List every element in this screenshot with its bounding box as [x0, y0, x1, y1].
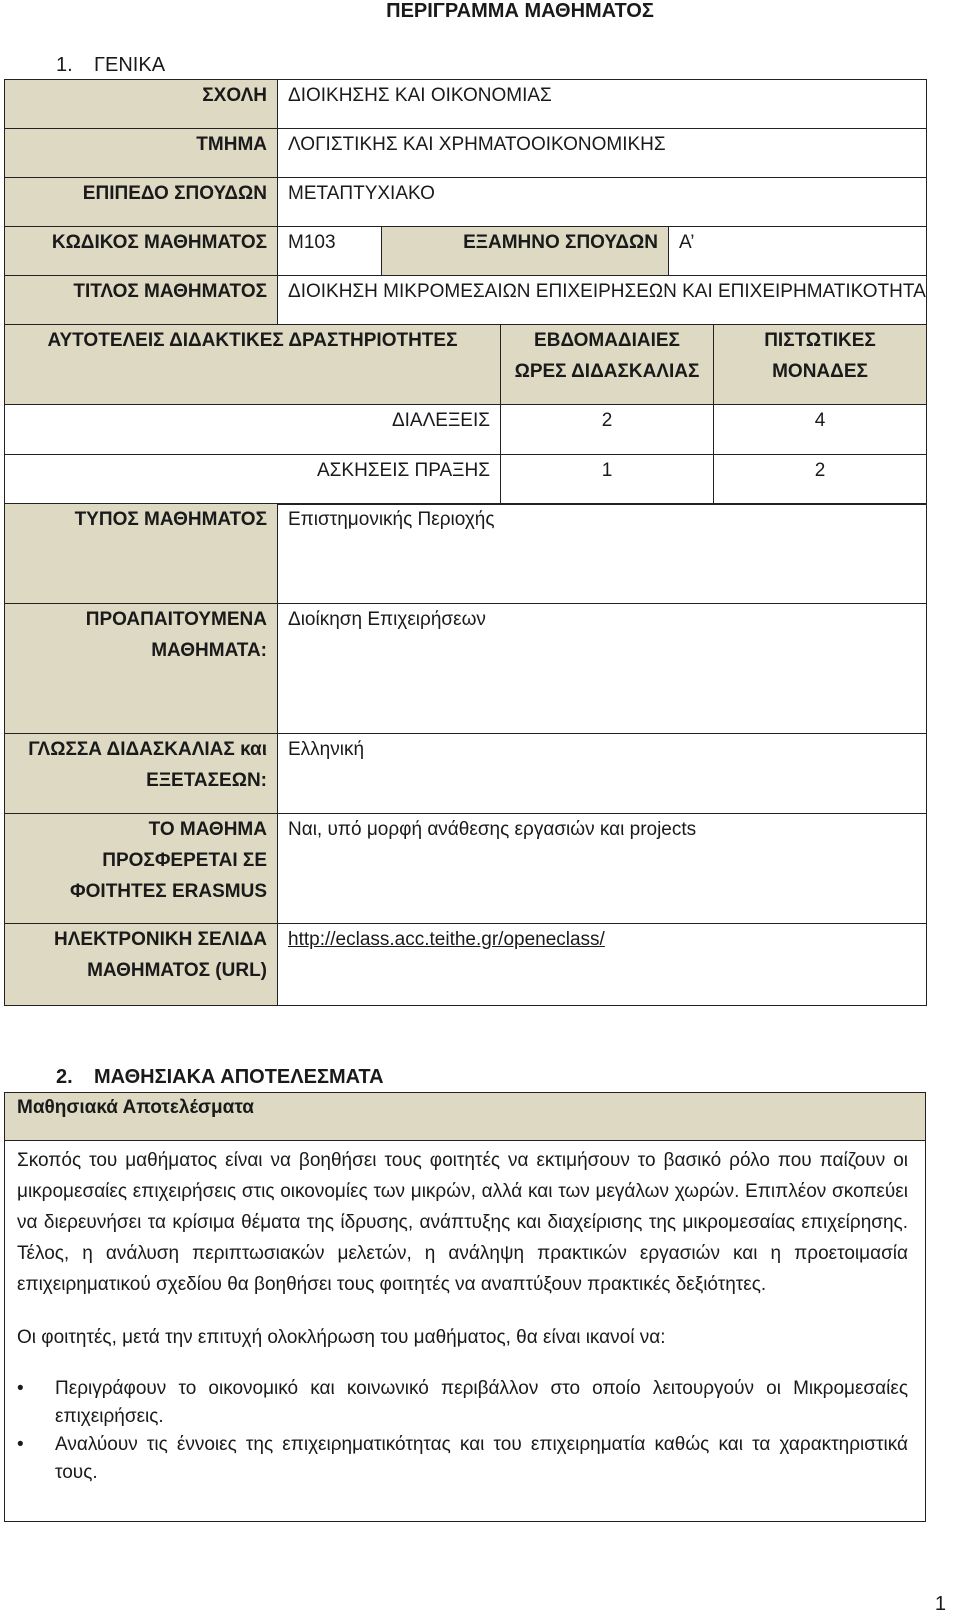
- outcomes-list: [17, 1375, 908, 1487]
- erasmus-value: Ναι, υπό μορφή ανάθεσης εργασιών και projects: [278, 814, 927, 924]
- course-url-label-line-1: ΗΛΕΚΤΡΟΝΙΚΗ ΣΕΛΙΔΑ: [54, 929, 267, 950]
- erasmus-label: [5, 814, 278, 924]
- language-label-line-2: ΕΞΕΤΑΣΕΩΝ:: [146, 770, 267, 791]
- course-title-value: ΔΙΟΙΚΗΣΗ ΜΙΚΡΟΜΕΣΑΙΩΝ ΕΠΙΧΕΙΡΗΣΕΩΝ ΚΑΙ ΕΠΙΧΕΙΡΗΜΑΤΙΚΟΤΗΤΑ: [278, 276, 927, 325]
- section-2-title: ΜΑΘΗΣΙΑΚΑ ΑΠΟΤΕΛΕΣΜΑΤΑ: [94, 1066, 384, 1088]
- erasmus-label-line-2: ΠΡΟΣΦΕΡΕΤΑΙ ΣΕ: [102, 850, 267, 871]
- language-label: [5, 734, 278, 814]
- bullet-icon: •: [17, 1434, 24, 1455]
- list-item-text: Αναλύουν τις έννοιες της επιχειρηματικότητας και του επιχειρηματία καθώς και τα χαρακτηριστικά τους.: [55, 1434, 908, 1483]
- prerequisites-label-line-2: ΜΑΘΗΜΑΤΑ:: [151, 640, 267, 661]
- activity-name: ΑΣΚΗΣΕΙΣ ΠΡΑΞΗΣ: [5, 455, 501, 505]
- erasmus-label-line-1: ΤΟ ΜΑΘΗΜΑ: [148, 819, 267, 840]
- weekly-hours-header-line-2: ΩΡΕΣ ΔΙΔΑΣΚΑΛΙΑΣ: [514, 361, 700, 382]
- learning-outcomes-body: [5, 1141, 925, 1495]
- activity-hours: 2: [501, 405, 714, 455]
- course-type-value: Επιστημονικής Περιοχής: [278, 504, 927, 604]
- table-row: [5, 455, 927, 505]
- language-value: Ελληνική: [278, 734, 927, 814]
- section-2-number: 2.: [56, 1066, 73, 1088]
- activity-credits: 4: [714, 405, 927, 455]
- course-details-table: [4, 503, 927, 1006]
- activities-table: [4, 324, 927, 505]
- learning-outcomes-box: [4, 1092, 926, 1522]
- section-2-heading: [56, 1064, 384, 1090]
- course-type-label: ΤΥΠΟΣ ΜΑΘΗΜΑΤΟΣ: [5, 504, 278, 604]
- school-label: ΣΧΟΛΗ: [5, 80, 278, 129]
- list-item: [17, 1375, 908, 1431]
- department-value: ΛΟΓΙΣΤΙΚΗΣ ΚΑΙ ΧΡΗΜΑΤΟΟΙΚΟΝΟΜΙΚΗΣ: [278, 129, 927, 178]
- course-url-link[interactable]: http://eclass.acc.teithe.gr/openeclass/: [288, 929, 605, 950]
- study-level-value: ΜΕΤΑΠΤΥΧΙΑΚΟ: [278, 178, 927, 227]
- school-value: ΔΙΟΙΚΗΣΗΣ ΚΑΙ ΟΙΚΟΝΟΜΙΑΣ: [278, 80, 927, 129]
- study-level-label: ΕΠΙΠΕΔΟ ΣΠΟΥΔΩΝ: [5, 178, 278, 227]
- course-url-label: [5, 924, 278, 1006]
- prerequisites-label-line-1: ΠΡΟΑΠΑΙΤΟΥΜΕΝΑ: [85, 609, 267, 630]
- list-item: [17, 1431, 908, 1487]
- erasmus-label-line-3: ΦΟΙΤΗΤΕΣ ERASMUS: [70, 881, 267, 902]
- semester-value: Α’: [669, 227, 927, 276]
- page-number: 1: [934, 1593, 946, 1615]
- activity-credits: 2: [714, 455, 927, 505]
- general-info-table: [4, 79, 927, 325]
- credits-header: [714, 325, 927, 405]
- course-url-label-line-2: ΜΑΘΗΜΑΤΟΣ (URL): [87, 960, 267, 981]
- weekly-hours-header-line-1: ΕΒΔΟΜΑΔΙΑΙΕΣ: [534, 330, 680, 351]
- language-label-line-1: ΓΛΩΣΣΑ ΔΙΔΑΣΚΑΛΙΑΣ και: [28, 739, 267, 760]
- prerequisites-value: Διοίκηση Επιχειρήσεων: [278, 604, 927, 734]
- bullet-icon: •: [17, 1378, 24, 1399]
- list-item-text: Περιγράφουν το οικονομικό και κοινωνικό περιβάλλον στο οποίο λειτουργούν οι Μικρομεσαίες επιχειρήσεις.: [55, 1378, 908, 1427]
- department-label: ΤΜΗΜΑ: [5, 129, 278, 178]
- course-title-label: ΤΙΤΛΟΣ ΜΑΘΗΜΑΤΟΣ: [5, 276, 278, 325]
- section-1-title: ΓΕΝΙΚΑ: [94, 54, 166, 76]
- table-row: [5, 405, 927, 455]
- section-1-heading: [56, 52, 165, 78]
- prerequisites-label: [5, 604, 278, 734]
- purpose-paragraph: Σκοπός του μαθήματος είναι να βοηθήσει τους φοιτητές να εκτιμήσουν το βασικό ρόλο που παίζουν οι μικρομεσαίες επιχειρήσεις στις οικονομίες των μικρών, αλλά και των μεγάλων χωρών. Επιπλέον σκοπεύει να διερευνήσει τα κρίσιμα θέματα της ίδρυσης, ανάπτυξης και διαχείρισης της μικρομεσαίας επιχείρησης. Τέλος, η ανάλυση περιπτωσιακών μελετών, η ανάληψη πρακτικών εργασιών και η προετοιμασία επιχειρηματικού σχεδίου θα βοηθήσει τους φοιτητές να αναπτύξουν πρακτικές δεξιότητες.: [17, 1150, 908, 1295]
- activity-hours: 1: [501, 455, 714, 505]
- activities-header: ΑΥΤΟΤΕΛΕΙΣ ΔΙΔΑΚΤΙΚΕΣ ΔΡΑΣΤΗΡΙΟΤΗΤΕΣ: [5, 325, 501, 405]
- outcomes-intro: Οι φοιτητές, μετά την επιτυχή ολοκλήρωση του μαθήματος, θα είναι ικανοί να:: [17, 1327, 666, 1348]
- semester-label: ΕΞΑΜΗΝΟ ΣΠΟΥΔΩΝ: [382, 227, 669, 276]
- document-title: ΠΕΡΙΓΡΑΜΜΑ ΜΑΘΗΜΑΤΟΣ: [386, 0, 654, 22]
- learning-outcomes-title: Μαθησιακά Αποτελέσματα: [5, 1093, 925, 1141]
- section-1-number: 1.: [56, 54, 73, 76]
- credits-header-line-2: ΜΟΝΑΔΕΣ: [772, 361, 868, 382]
- activity-name: ΔΙΑΛΕΞΕΙΣ: [5, 405, 501, 455]
- credits-header-line-1: ΠΙΣΤΩΤΙΚΕΣ: [764, 330, 876, 351]
- course-url-cell: [278, 924, 927, 1006]
- weekly-hours-header: [501, 325, 714, 405]
- course-code-label: ΚΩΔΙΚΟΣ ΜΑΘΗΜΑΤΟΣ: [5, 227, 278, 276]
- course-code-value: Μ103: [278, 227, 382, 276]
